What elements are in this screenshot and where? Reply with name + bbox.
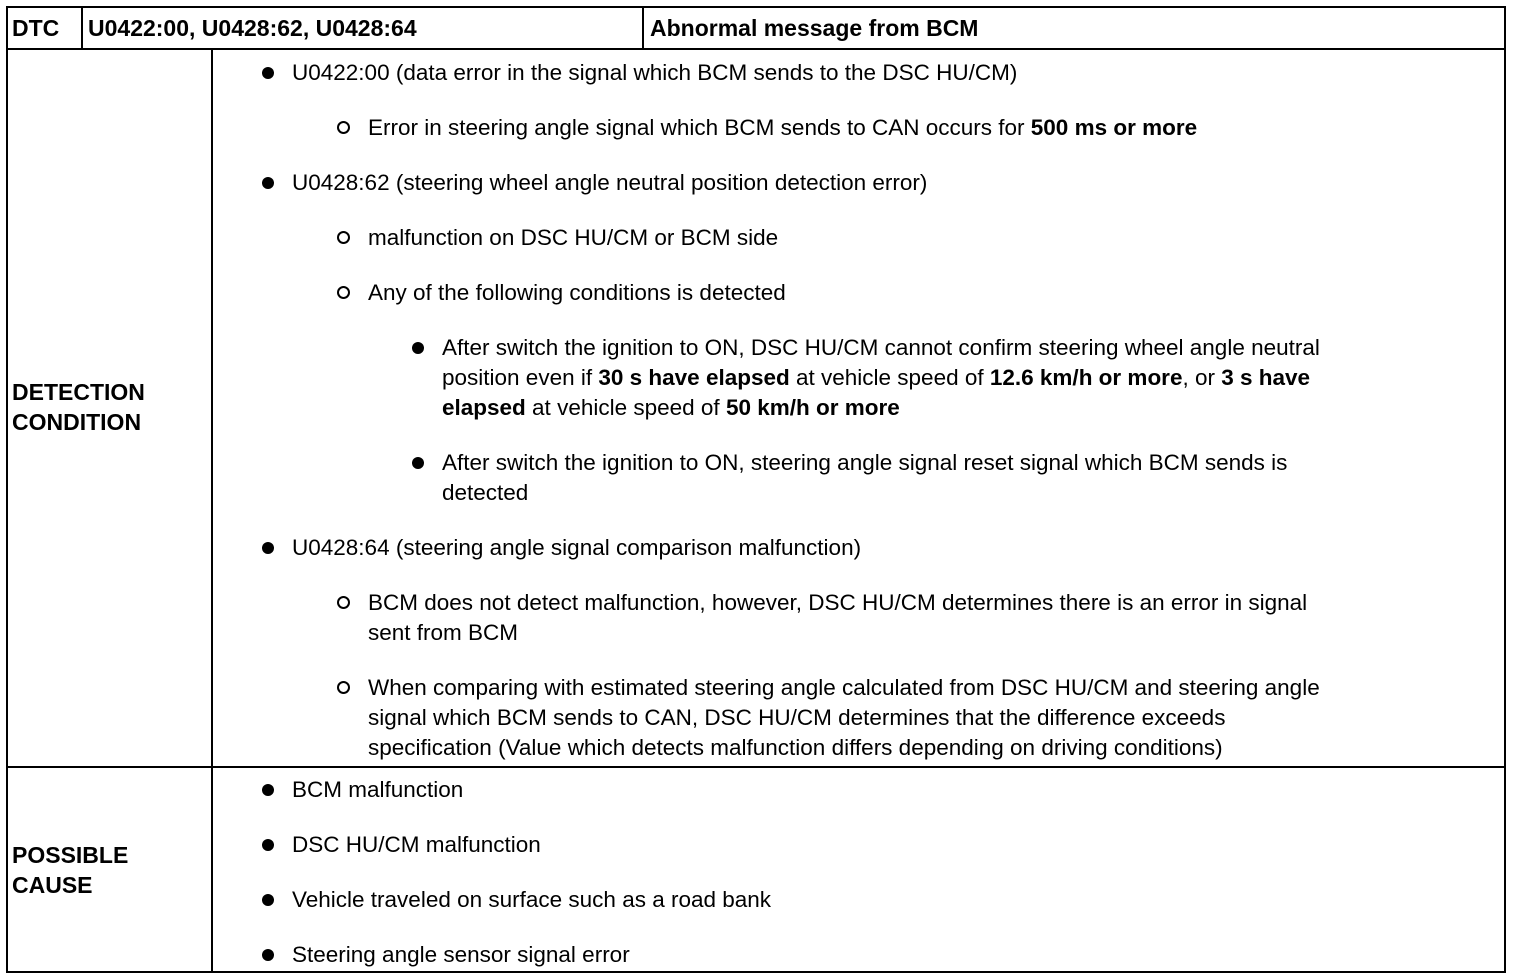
text-bold: 30 s have elapsed: [598, 365, 790, 390]
item-text: U0428:62 (steering wheel angle neutral position detection error): [292, 170, 928, 195]
bullet-icon: [262, 839, 274, 851]
text-bold: 12.6 km/h or more: [989, 365, 1183, 390]
text-normal: at vehicle speed of: [789, 365, 990, 390]
dtc-table: [6, 6, 1506, 973]
detection-label-line1: DETECTION: [12, 379, 145, 405]
bullet-icon: [262, 949, 274, 961]
dtc-label: DTC: [12, 15, 60, 41]
item-text-line2: [442, 363, 1310, 393]
item-text-line3: specification (Value which detects malfunction differs depending on driving conditions): [368, 735, 1223, 760]
bullet-icon: [262, 177, 274, 189]
item-text: malfunction on DSC HU/CM or BCM side: [368, 225, 779, 250]
section-divider: [8, 766, 1504, 768]
item-text: Steering angle sensor signal error: [292, 942, 630, 967]
bullet-icon: [262, 542, 274, 554]
bullet-icon: [262, 894, 274, 906]
bullet-icon: [262, 784, 274, 796]
circle-bullet-icon: [337, 286, 350, 299]
text-normal: at vehicle speed of: [525, 395, 726, 420]
detection-condition-label: [12, 377, 145, 437]
dtc-title: Abnormal message from BCM: [650, 15, 979, 41]
item-text-line1: After switch the ignition to ON, steering angle signal reset signal which BCM sends is: [442, 450, 1288, 475]
text-bold: 50 km/h or more: [725, 395, 900, 420]
item-text-line1: After switch the ignition to ON, DSC HU/CM cannot confirm steering wheel angle neutral: [442, 335, 1320, 360]
item-text: DSC HU/CM malfunction: [292, 832, 541, 857]
circle-bullet-icon: [337, 231, 350, 244]
item-text-line2: detected: [442, 480, 529, 505]
dtc-label-divider: [81, 8, 83, 48]
header-divider: [8, 48, 1504, 50]
text-normal: Error in steering angle signal which BCM sends to CAN occurs for: [368, 115, 1031, 140]
item-text: U0422:00 (data error in the signal which BCM sends to the DSC HU/CM): [292, 60, 1018, 85]
bullet-icon: [412, 457, 424, 469]
text-normal: position even if: [442, 365, 599, 390]
item-text-line3: [442, 393, 900, 423]
codes-title-divider: [642, 8, 644, 48]
text-bold: 500 ms or more: [1030, 115, 1198, 140]
text-bold: 3 s have: [1221, 365, 1311, 390]
label-column-divider: [211, 48, 213, 971]
item-text: U0428:64 (steering angle signal comparison malfunction): [292, 535, 862, 560]
circle-bullet-icon: [337, 121, 350, 134]
detection-label-line2: CONDITION: [12, 409, 142, 435]
text-bold: elapsed: [442, 395, 526, 420]
item-text-line1: BCM does not detect malfunction, however, DSC HU/CM determines there is an error in signal: [368, 590, 1308, 615]
item-text-line2: sent from BCM: [368, 620, 519, 645]
item-text-line2: signal which BCM sends to CAN, DSC HU/CM determines that the difference exceeds: [368, 705, 1226, 730]
text-normal: , or: [1182, 365, 1222, 390]
cause-label-line1: POSSIBLE: [12, 842, 129, 868]
cause-label-line2: CAUSE: [12, 872, 93, 898]
bullet-icon: [412, 342, 424, 354]
item-text: [368, 113, 1197, 143]
circle-bullet-icon: [337, 681, 350, 694]
bullet-icon: [262, 67, 274, 79]
item-text-line1: When comparing with estimated steering angle calculated from DSC HU/CM and steering angle: [368, 675, 1320, 700]
item-text: Any of the following conditions is detected: [368, 280, 786, 305]
circle-bullet-icon: [337, 596, 350, 609]
item-text: Vehicle traveled on surface such as a road bank: [292, 887, 772, 912]
item-text: BCM malfunction: [292, 777, 464, 802]
dtc-codes: U0422:00, U0428:62, U0428:64: [88, 15, 417, 41]
possible-cause-label: [12, 840, 128, 900]
